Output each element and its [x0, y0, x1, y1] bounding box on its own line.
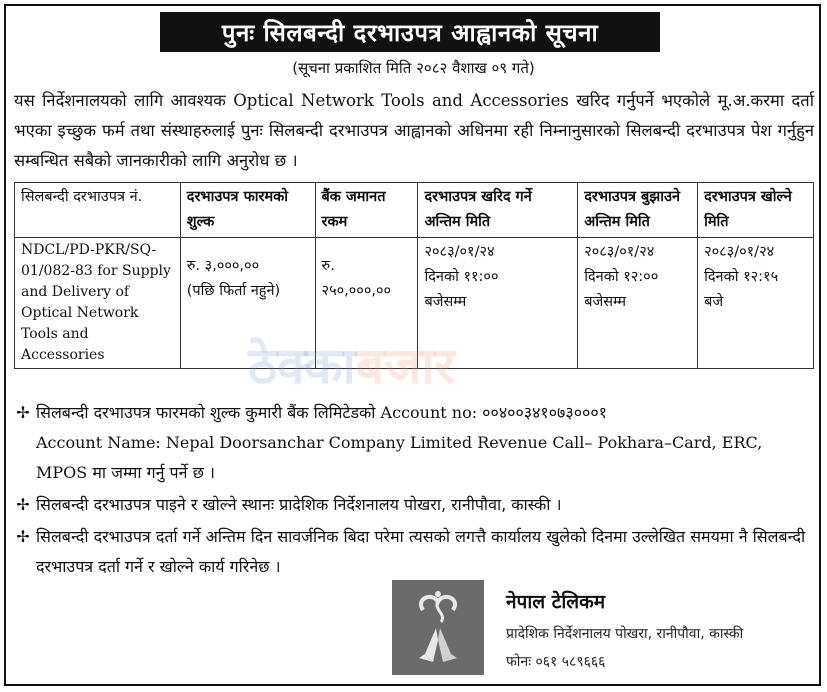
office-phone: फोनः ०६१ ५८९६६६	[506, 654, 606, 670]
office-address: प्रादेशिक निर्देशनालय पोखरा, रानीपौवा, कास्की	[506, 626, 744, 642]
notice-title: पुनः सिलबन्दी दरभाउपत्र आह्वानको सूचना	[160, 12, 660, 52]
intro-text-2: खरिद गर्नुपर्ने भएकोले मू.अ.करमा दर्ता भएका इच्छुक फर्म तथा संस्थाहरुलाई पुनः सिलबन्दी दरभाउपत्र आह्वानको अधिनमा रही निम्नानुसारको सिलबन्दी दरभाउपत्र पेश गर्नुहुन सम्बन्धित सबैको जानकारीको लागि अनुरोध छ ।	[14, 91, 814, 170]
open-date: २०८३/०१/२४	[704, 244, 775, 260]
tender-table	[14, 182, 814, 369]
note-1-account-label: Account no:	[380, 403, 478, 422]
header-open-date: दरभाउपत्र खोल्ने मिति	[698, 183, 814, 238]
watermark-part-2: बजार	[355, 337, 455, 395]
form-fee-note: (पछि फिर्ता नहुने)	[186, 283, 281, 299]
cell-purchase-deadline	[418, 238, 578, 369]
bullet-icon: ✢	[16, 403, 30, 422]
open-time: दिनको १२:१५	[704, 269, 779, 285]
table-row	[15, 238, 814, 369]
nepal-telecom-logo-icon	[392, 580, 484, 675]
purchase-date: २०८३/०१/२४	[424, 244, 495, 260]
header-form-fee: दरभाउपत्र फारमको शुल्क	[180, 183, 315, 238]
note-item	[14, 490, 814, 520]
notes-list	[14, 398, 814, 584]
header-submit-deadline: दरभाउपत्र बुझाउने अन्तिम मिति	[578, 183, 698, 238]
note-1-text-e: मा जम्मा गर्नु पर्ने छ ।	[87, 463, 215, 482]
watermark-part-1: ठेक्का	[248, 337, 356, 395]
bank-guarantee-amount: २५०,०००,००	[321, 283, 392, 299]
bullet-icon: ✢	[16, 495, 30, 514]
signature-block	[506, 588, 743, 676]
cell-open-date	[698, 238, 814, 369]
header-tender-no: सिलबन्दी दरभाउपत्र नं.	[15, 183, 181, 238]
cell-submit-deadline	[578, 238, 698, 369]
notice-subtitle: (सूचना प्रकाशित मिति २०८२ वैशाख ०९ गते)	[292, 59, 535, 77]
submit-until: बजेसम्म	[584, 294, 627, 310]
header-purchase-deadline: दरभाउपत्र खरिद गर्ने अन्तिम मिति	[418, 183, 578, 238]
intro-text-1: यस निर्देशनालयको लागि आवश्यक	[14, 91, 234, 110]
notice-intro	[14, 86, 814, 176]
cell-form-fee	[180, 238, 315, 369]
note-1-account-number: ००४००३४१०७३०००१	[477, 403, 607, 422]
submit-time: दिनको १२:००	[584, 269, 659, 285]
org-name: नेपाल टेलिकम	[506, 591, 606, 613]
submit-date: २०८३/०१/२४	[584, 244, 655, 260]
cell-bank-guarantee	[315, 238, 418, 369]
form-fee-amount: रु. ३,०००,००	[186, 258, 260, 274]
note-item	[14, 398, 814, 488]
note-2-text: सिलबन्दी दरभाउपत्र पाइने र खोल्ने स्थानः प्रादेशिक निर्देशनालय पोखरा, रानीपौवा, कास्की ।	[36, 495, 562, 514]
intro-text-en: Optical Network Tools and Accessories	[233, 91, 569, 110]
open-at: बजे	[704, 294, 724, 310]
note-item	[14, 522, 814, 582]
table-header-row	[15, 183, 814, 238]
purchase-until: बजेसम्म	[424, 294, 467, 310]
logo-graphic	[403, 588, 473, 668]
note-1-text-a: सिलबन्दी दरभाउपत्र फारमको शुल्क कुमारी बैंक लिमिटेडको	[36, 403, 381, 422]
note-1-account-name: Account Name: Nepal Doorsanchar Company Limited Revenue Call– Pokhara–Card, ERC, MPOS	[36, 433, 763, 482]
purchase-time: दिनको ११:००	[424, 269, 499, 285]
bank-guarantee-prefix: रु.	[321, 258, 335, 274]
bullet-icon: ✢	[16, 527, 30, 546]
cell-tender-no: NDCL/PD-PKR/SQ-01/082-83 for Supply and Delivery of Optical Network Tools and Accessories	[15, 238, 181, 369]
note-3-text: सिलबन्दी दरभाउपत्र दर्ता गर्ने अन्तिम दिन सावर्जनिक बिदा परेमा त्यसको लगत्तै कार्यालय खुलेको दिनमा उल्लेखित समयमा नै सिलबन्दी दरभाउपत्र दर्ता गर्ने र खोल्ने कार्य गरिनेछ ।	[36, 527, 806, 576]
header-bank-guarantee: बैंक जमानत रकम	[315, 183, 418, 238]
